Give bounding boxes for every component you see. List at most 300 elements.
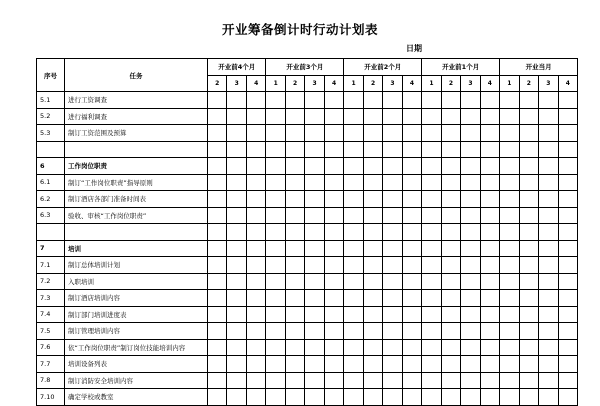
schedule-cell[interactable]: [461, 92, 480, 109]
schedule-cell[interactable]: [266, 323, 285, 340]
schedule-cell[interactable]: [558, 141, 577, 158]
schedule-cell[interactable]: [305, 174, 324, 191]
schedule-cell[interactable]: [402, 108, 422, 125]
schedule-cell[interactable]: [519, 141, 538, 158]
schedule-cell[interactable]: [402, 174, 422, 191]
schedule-cell[interactable]: [480, 125, 500, 142]
schedule-cell[interactable]: [285, 92, 304, 109]
schedule-cell[interactable]: [558, 240, 577, 257]
schedule-cell[interactable]: [266, 339, 285, 356]
schedule-cell[interactable]: [344, 339, 363, 356]
schedule-cell[interactable]: [227, 240, 246, 257]
schedule-cell[interactable]: [305, 141, 324, 158]
schedule-cell[interactable]: [422, 323, 441, 340]
schedule-cell[interactable]: [402, 92, 422, 109]
schedule-cell[interactable]: [422, 290, 441, 307]
schedule-cell[interactable]: [324, 174, 344, 191]
schedule-cell[interactable]: [402, 356, 422, 373]
schedule-cell[interactable]: [519, 306, 538, 323]
schedule-cell[interactable]: [422, 339, 441, 356]
schedule-cell[interactable]: [363, 125, 382, 142]
schedule-cell[interactable]: [461, 108, 480, 125]
schedule-cell[interactable]: [344, 240, 363, 257]
schedule-cell[interactable]: [266, 257, 285, 274]
schedule-cell[interactable]: [266, 108, 285, 125]
schedule-cell[interactable]: [266, 290, 285, 307]
schedule-cell[interactable]: [461, 141, 480, 158]
schedule-cell[interactable]: [285, 125, 304, 142]
schedule-cell[interactable]: [402, 125, 422, 142]
schedule-cell[interactable]: [402, 290, 422, 307]
schedule-cell[interactable]: [461, 125, 480, 142]
schedule-cell[interactable]: [324, 108, 344, 125]
schedule-cell[interactable]: [246, 389, 265, 406]
schedule-cell[interactable]: [519, 290, 538, 307]
schedule-cell[interactable]: [305, 92, 324, 109]
schedule-cell[interactable]: [383, 323, 402, 340]
schedule-cell[interactable]: [266, 356, 285, 373]
schedule-cell[interactable]: [324, 372, 344, 389]
schedule-cell[interactable]: [558, 158, 577, 175]
schedule-cell[interactable]: [539, 257, 558, 274]
schedule-cell[interactable]: [383, 141, 402, 158]
schedule-cell[interactable]: [480, 92, 500, 109]
schedule-cell[interactable]: [519, 372, 538, 389]
schedule-cell[interactable]: [480, 174, 500, 191]
schedule-cell[interactable]: [208, 224, 227, 241]
schedule-cell[interactable]: [227, 389, 246, 406]
schedule-cell[interactable]: [208, 372, 227, 389]
schedule-cell[interactable]: [208, 92, 227, 109]
schedule-cell[interactable]: [480, 372, 500, 389]
schedule-cell[interactable]: [246, 273, 265, 290]
schedule-cell[interactable]: [324, 207, 344, 224]
schedule-cell[interactable]: [208, 191, 227, 208]
schedule-cell[interactable]: [441, 356, 460, 373]
schedule-cell[interactable]: [266, 207, 285, 224]
schedule-cell[interactable]: [208, 356, 227, 373]
schedule-cell[interactable]: [363, 191, 382, 208]
schedule-cell[interactable]: [363, 356, 382, 373]
schedule-cell[interactable]: [558, 356, 577, 373]
schedule-cell[interactable]: [363, 158, 382, 175]
schedule-cell[interactable]: [285, 389, 304, 406]
schedule-cell[interactable]: [461, 240, 480, 257]
schedule-cell[interactable]: [305, 339, 324, 356]
schedule-cell[interactable]: [363, 372, 382, 389]
schedule-cell[interactable]: [422, 356, 441, 373]
schedule-cell[interactable]: [305, 323, 324, 340]
schedule-cell[interactable]: [480, 389, 500, 406]
schedule-cell[interactable]: [422, 273, 441, 290]
schedule-cell[interactable]: [539, 323, 558, 340]
schedule-cell[interactable]: [305, 257, 324, 274]
schedule-cell[interactable]: [383, 356, 402, 373]
schedule-cell[interactable]: [402, 323, 422, 340]
schedule-cell[interactable]: [441, 92, 460, 109]
schedule-cell[interactable]: [305, 125, 324, 142]
schedule-cell[interactable]: [402, 141, 422, 158]
schedule-cell[interactable]: [441, 207, 460, 224]
schedule-cell[interactable]: [383, 191, 402, 208]
schedule-cell[interactable]: [285, 273, 304, 290]
schedule-cell[interactable]: [500, 339, 519, 356]
schedule-cell[interactable]: [519, 191, 538, 208]
schedule-cell[interactable]: [344, 108, 363, 125]
schedule-cell[interactable]: [246, 257, 265, 274]
schedule-cell[interactable]: [519, 273, 538, 290]
schedule-cell[interactable]: [539, 207, 558, 224]
schedule-cell[interactable]: [246, 125, 265, 142]
schedule-cell[interactable]: [558, 207, 577, 224]
schedule-cell[interactable]: [363, 240, 382, 257]
schedule-cell[interactable]: [539, 290, 558, 307]
schedule-cell[interactable]: [441, 323, 460, 340]
schedule-cell[interactable]: [519, 240, 538, 257]
schedule-cell[interactable]: [422, 240, 441, 257]
schedule-cell[interactable]: [441, 108, 460, 125]
schedule-cell[interactable]: [285, 207, 304, 224]
schedule-cell[interactable]: [324, 356, 344, 373]
schedule-cell[interactable]: [558, 125, 577, 142]
schedule-cell[interactable]: [422, 257, 441, 274]
schedule-cell[interactable]: [461, 224, 480, 241]
schedule-cell[interactable]: [519, 323, 538, 340]
schedule-cell[interactable]: [519, 356, 538, 373]
schedule-cell[interactable]: [208, 257, 227, 274]
schedule-cell[interactable]: [383, 339, 402, 356]
schedule-cell[interactable]: [208, 174, 227, 191]
schedule-cell[interactable]: [500, 108, 519, 125]
schedule-cell[interactable]: [558, 273, 577, 290]
schedule-cell[interactable]: [441, 372, 460, 389]
schedule-cell[interactable]: [305, 158, 324, 175]
schedule-cell[interactable]: [246, 108, 265, 125]
schedule-cell[interactable]: [461, 273, 480, 290]
schedule-cell[interactable]: [558, 224, 577, 241]
schedule-cell[interactable]: [324, 273, 344, 290]
schedule-cell[interactable]: [519, 158, 538, 175]
schedule-cell[interactable]: [227, 372, 246, 389]
schedule-cell[interactable]: [422, 191, 441, 208]
schedule-cell[interactable]: [285, 306, 304, 323]
schedule-cell[interactable]: [441, 306, 460, 323]
schedule-cell[interactable]: [539, 125, 558, 142]
schedule-cell[interactable]: [402, 389, 422, 406]
schedule-cell[interactable]: [324, 323, 344, 340]
schedule-cell[interactable]: [305, 240, 324, 257]
schedule-cell[interactable]: [461, 191, 480, 208]
schedule-cell[interactable]: [422, 125, 441, 142]
schedule-cell[interactable]: [208, 273, 227, 290]
schedule-cell[interactable]: [461, 174, 480, 191]
schedule-cell[interactable]: [324, 257, 344, 274]
schedule-cell[interactable]: [305, 290, 324, 307]
schedule-cell[interactable]: [402, 158, 422, 175]
schedule-cell[interactable]: [266, 372, 285, 389]
schedule-cell[interactable]: [500, 141, 519, 158]
schedule-cell[interactable]: [422, 306, 441, 323]
schedule-cell[interactable]: [558, 174, 577, 191]
schedule-cell[interactable]: [500, 125, 519, 142]
schedule-cell[interactable]: [461, 356, 480, 373]
schedule-cell[interactable]: [500, 240, 519, 257]
schedule-cell[interactable]: [227, 257, 246, 274]
schedule-cell[interactable]: [344, 323, 363, 340]
schedule-cell[interactable]: [363, 389, 382, 406]
schedule-cell[interactable]: [208, 240, 227, 257]
schedule-cell[interactable]: [539, 240, 558, 257]
schedule-cell[interactable]: [246, 191, 265, 208]
schedule-cell[interactable]: [363, 323, 382, 340]
schedule-cell[interactable]: [305, 207, 324, 224]
schedule-cell[interactable]: [208, 207, 227, 224]
schedule-cell[interactable]: [539, 306, 558, 323]
schedule-cell[interactable]: [422, 207, 441, 224]
schedule-cell[interactable]: [344, 191, 363, 208]
schedule-cell[interactable]: [227, 224, 246, 241]
schedule-cell[interactable]: [285, 191, 304, 208]
schedule-cell[interactable]: [383, 158, 402, 175]
schedule-cell[interactable]: [266, 158, 285, 175]
schedule-cell[interactable]: [383, 257, 402, 274]
schedule-cell[interactable]: [539, 108, 558, 125]
schedule-cell[interactable]: [227, 306, 246, 323]
schedule-cell[interactable]: [461, 257, 480, 274]
schedule-cell[interactable]: [422, 224, 441, 241]
schedule-cell[interactable]: [558, 339, 577, 356]
schedule-cell[interactable]: [480, 290, 500, 307]
schedule-cell[interactable]: [383, 240, 402, 257]
schedule-cell[interactable]: [246, 240, 265, 257]
schedule-cell[interactable]: [441, 174, 460, 191]
schedule-cell[interactable]: [519, 339, 538, 356]
schedule-cell[interactable]: [539, 141, 558, 158]
schedule-cell[interactable]: [305, 356, 324, 373]
schedule-cell[interactable]: [480, 141, 500, 158]
schedule-cell[interactable]: [246, 158, 265, 175]
schedule-cell[interactable]: [227, 191, 246, 208]
schedule-cell[interactable]: [519, 125, 538, 142]
schedule-cell[interactable]: [480, 356, 500, 373]
schedule-cell[interactable]: [305, 306, 324, 323]
schedule-cell[interactable]: [480, 339, 500, 356]
schedule-cell[interactable]: [344, 290, 363, 307]
schedule-cell[interactable]: [246, 356, 265, 373]
schedule-cell[interactable]: [363, 306, 382, 323]
schedule-cell[interactable]: [500, 224, 519, 241]
schedule-cell[interactable]: [441, 389, 460, 406]
schedule-cell[interactable]: [266, 125, 285, 142]
schedule-cell[interactable]: [208, 125, 227, 142]
schedule-cell[interactable]: [344, 356, 363, 373]
schedule-cell[interactable]: [539, 224, 558, 241]
schedule-cell[interactable]: [285, 141, 304, 158]
schedule-cell[interactable]: [402, 191, 422, 208]
schedule-cell[interactable]: [246, 339, 265, 356]
schedule-cell[interactable]: [500, 207, 519, 224]
schedule-cell[interactable]: [266, 92, 285, 109]
schedule-cell[interactable]: [383, 207, 402, 224]
schedule-cell[interactable]: [441, 191, 460, 208]
schedule-cell[interactable]: [539, 158, 558, 175]
schedule-cell[interactable]: [285, 174, 304, 191]
schedule-cell[interactable]: [324, 141, 344, 158]
schedule-cell[interactable]: [422, 174, 441, 191]
schedule-cell[interactable]: [227, 356, 246, 373]
schedule-cell[interactable]: [519, 174, 538, 191]
schedule-cell[interactable]: [324, 158, 344, 175]
schedule-cell[interactable]: [422, 92, 441, 109]
schedule-cell[interactable]: [285, 158, 304, 175]
schedule-cell[interactable]: [480, 273, 500, 290]
schedule-cell[interactable]: [246, 141, 265, 158]
schedule-cell[interactable]: [441, 290, 460, 307]
schedule-cell[interactable]: [402, 273, 422, 290]
schedule-cell[interactable]: [324, 191, 344, 208]
schedule-cell[interactable]: [461, 207, 480, 224]
schedule-cell[interactable]: [208, 290, 227, 307]
schedule-cell[interactable]: [344, 273, 363, 290]
schedule-cell[interactable]: [422, 158, 441, 175]
schedule-cell[interactable]: [500, 306, 519, 323]
schedule-cell[interactable]: [208, 306, 227, 323]
schedule-cell[interactable]: [480, 207, 500, 224]
schedule-cell[interactable]: [344, 306, 363, 323]
schedule-cell[interactable]: [539, 339, 558, 356]
schedule-cell[interactable]: [500, 389, 519, 406]
schedule-cell[interactable]: [441, 125, 460, 142]
schedule-cell[interactable]: [344, 372, 363, 389]
schedule-cell[interactable]: [558, 389, 577, 406]
schedule-cell[interactable]: [500, 356, 519, 373]
schedule-cell[interactable]: [324, 224, 344, 241]
schedule-cell[interactable]: [227, 290, 246, 307]
schedule-cell[interactable]: [383, 224, 402, 241]
schedule-cell[interactable]: [246, 174, 265, 191]
schedule-cell[interactable]: [500, 323, 519, 340]
schedule-cell[interactable]: [324, 125, 344, 142]
schedule-cell[interactable]: [461, 158, 480, 175]
schedule-cell[interactable]: [227, 158, 246, 175]
schedule-cell[interactable]: [558, 108, 577, 125]
schedule-cell[interactable]: [344, 257, 363, 274]
schedule-cell[interactable]: [344, 158, 363, 175]
schedule-cell[interactable]: [558, 306, 577, 323]
schedule-cell[interactable]: [383, 125, 402, 142]
schedule-cell[interactable]: [266, 240, 285, 257]
schedule-cell[interactable]: [441, 339, 460, 356]
schedule-cell[interactable]: [285, 257, 304, 274]
schedule-cell[interactable]: [461, 372, 480, 389]
schedule-cell[interactable]: [422, 141, 441, 158]
schedule-cell[interactable]: [480, 108, 500, 125]
schedule-cell[interactable]: [402, 257, 422, 274]
schedule-cell[interactable]: [383, 372, 402, 389]
schedule-cell[interactable]: [519, 389, 538, 406]
schedule-cell[interactable]: [363, 339, 382, 356]
schedule-cell[interactable]: [383, 290, 402, 307]
schedule-cell[interactable]: [363, 108, 382, 125]
schedule-cell[interactable]: [363, 257, 382, 274]
schedule-cell[interactable]: [480, 240, 500, 257]
schedule-cell[interactable]: [246, 224, 265, 241]
schedule-cell[interactable]: [480, 158, 500, 175]
schedule-cell[interactable]: [461, 339, 480, 356]
schedule-cell[interactable]: [500, 191, 519, 208]
schedule-cell[interactable]: [266, 306, 285, 323]
schedule-cell[interactable]: [344, 207, 363, 224]
schedule-cell[interactable]: [344, 141, 363, 158]
schedule-cell[interactable]: [324, 306, 344, 323]
schedule-cell[interactable]: [246, 372, 265, 389]
schedule-cell[interactable]: [539, 92, 558, 109]
schedule-cell[interactable]: [227, 323, 246, 340]
schedule-cell[interactable]: [402, 207, 422, 224]
schedule-cell[interactable]: [558, 92, 577, 109]
schedule-cell[interactable]: [441, 273, 460, 290]
schedule-cell[interactable]: [500, 158, 519, 175]
schedule-cell[interactable]: [208, 108, 227, 125]
schedule-cell[interactable]: [558, 290, 577, 307]
schedule-cell[interactable]: [208, 339, 227, 356]
schedule-cell[interactable]: [246, 207, 265, 224]
schedule-cell[interactable]: [402, 240, 422, 257]
schedule-cell[interactable]: [324, 290, 344, 307]
schedule-cell[interactable]: [324, 240, 344, 257]
schedule-cell[interactable]: [519, 257, 538, 274]
schedule-cell[interactable]: [519, 108, 538, 125]
schedule-cell[interactable]: [344, 92, 363, 109]
schedule-cell[interactable]: [480, 191, 500, 208]
schedule-cell[interactable]: [539, 174, 558, 191]
schedule-cell[interactable]: [266, 174, 285, 191]
schedule-cell[interactable]: [285, 356, 304, 373]
schedule-cell[interactable]: [500, 372, 519, 389]
schedule-cell[interactable]: [383, 389, 402, 406]
schedule-cell[interactable]: [519, 224, 538, 241]
schedule-cell[interactable]: [266, 389, 285, 406]
schedule-cell[interactable]: [363, 224, 382, 241]
schedule-cell[interactable]: [461, 290, 480, 307]
schedule-cell[interactable]: [383, 273, 402, 290]
schedule-cell[interactable]: [383, 108, 402, 125]
schedule-cell[interactable]: [266, 224, 285, 241]
schedule-cell[interactable]: [558, 257, 577, 274]
schedule-cell[interactable]: [402, 339, 422, 356]
schedule-cell[interactable]: [266, 273, 285, 290]
schedule-cell[interactable]: [227, 273, 246, 290]
schedule-cell[interactable]: [285, 339, 304, 356]
schedule-cell[interactable]: [285, 323, 304, 340]
schedule-cell[interactable]: [266, 191, 285, 208]
schedule-cell[interactable]: [558, 323, 577, 340]
schedule-cell[interactable]: [558, 191, 577, 208]
schedule-cell[interactable]: [402, 224, 422, 241]
schedule-cell[interactable]: [422, 372, 441, 389]
schedule-cell[interactable]: [344, 174, 363, 191]
schedule-cell[interactable]: [461, 306, 480, 323]
schedule-cell[interactable]: [539, 356, 558, 373]
schedule-cell[interactable]: [227, 339, 246, 356]
schedule-cell[interactable]: [539, 273, 558, 290]
schedule-cell[interactable]: [558, 372, 577, 389]
schedule-cell[interactable]: [539, 372, 558, 389]
schedule-cell[interactable]: [383, 306, 402, 323]
schedule-cell[interactable]: [402, 372, 422, 389]
schedule-cell[interactable]: [500, 290, 519, 307]
schedule-cell[interactable]: [227, 92, 246, 109]
